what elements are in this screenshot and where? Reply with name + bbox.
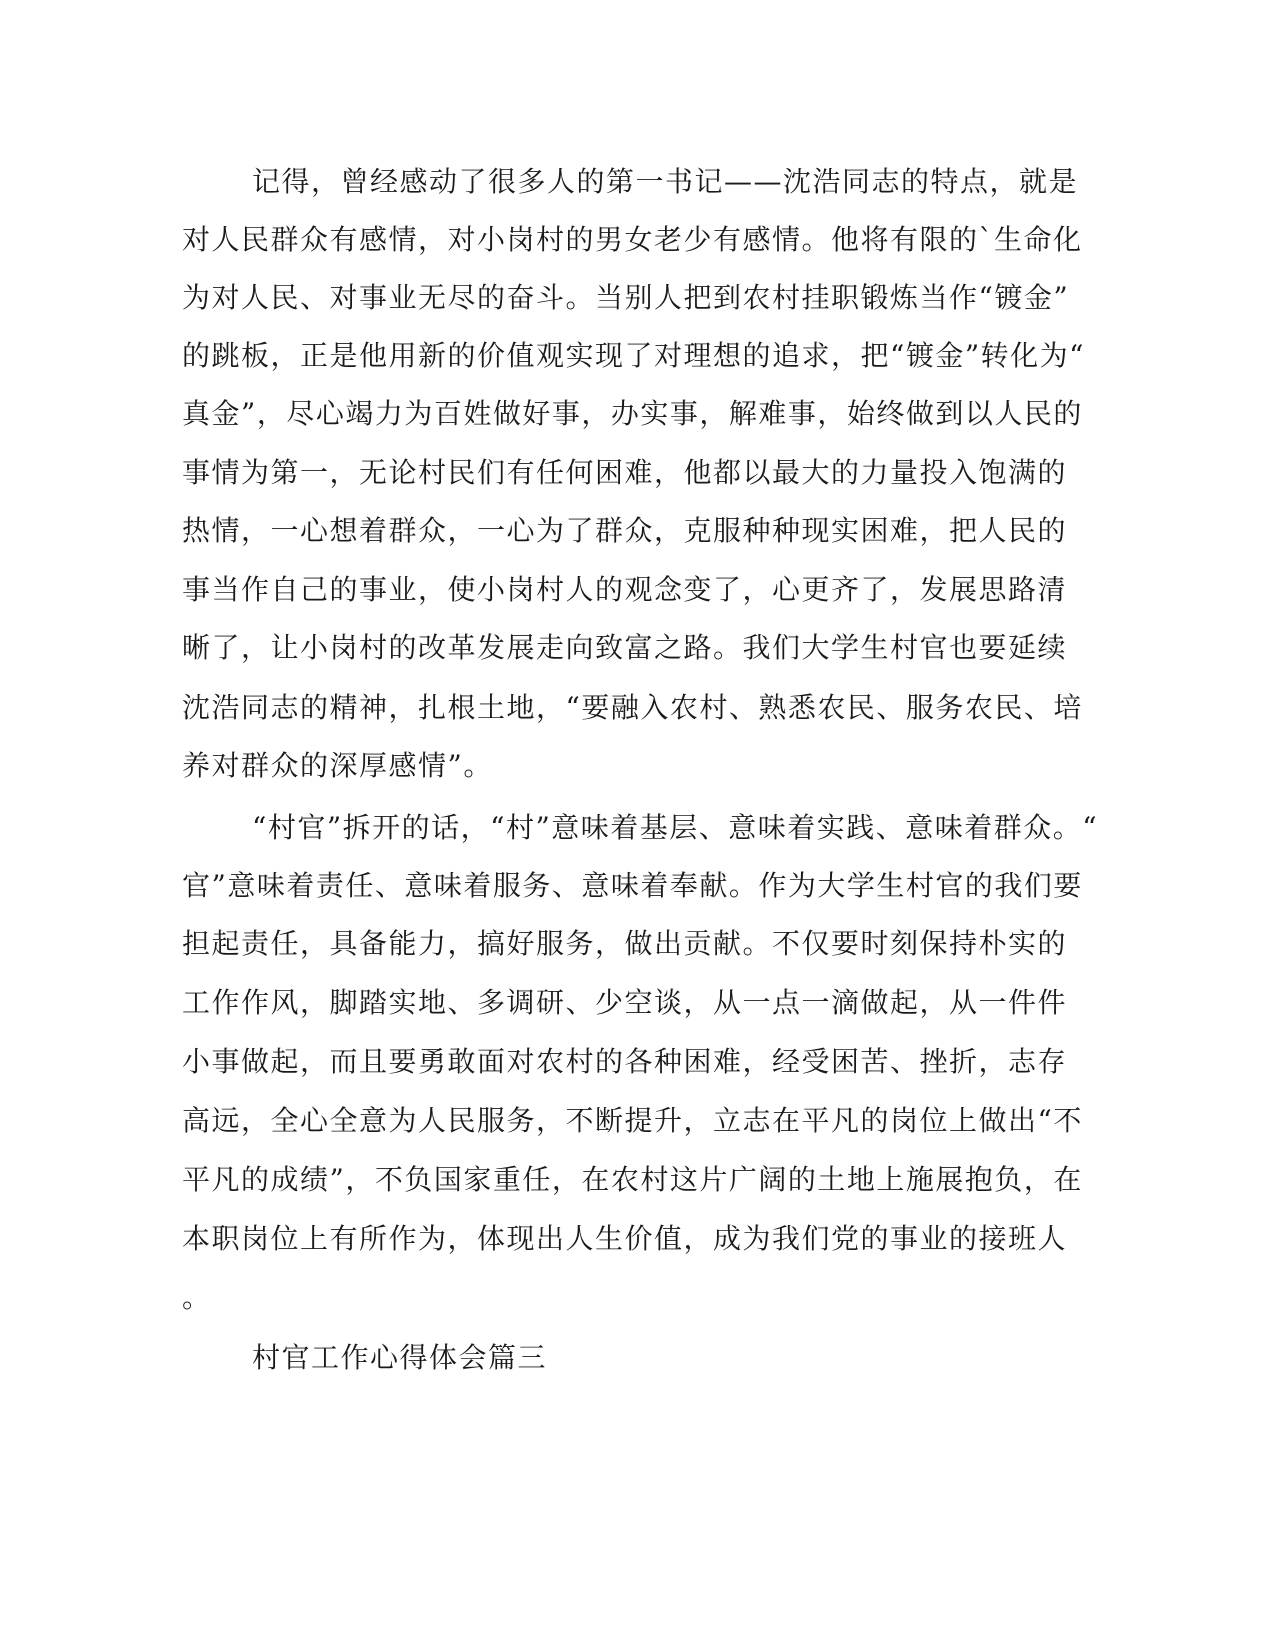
paragraph-1-line-10: 沈浩同志的精神，扎根土地，“要融入农村、熟悉农民、服务农民、培: [182, 691, 1083, 724]
paragraph-1-line-4: 的跳板，正是他用新的价值观实现了对理想的追求，把“镀金”转化为“: [182, 339, 1085, 372]
paragraph-1-line-6: 事情为第一，无论村民们有任何困难，他都以最大的力量投入饱满的: [182, 456, 1068, 489]
paragraph-2-line-2: 官”意味着责任、意味着服务、意味着奉献。作为大学生村官的我们要: [182, 869, 1083, 902]
paragraph-2-line-3: 担起责任，具备能力，搞好服务，做出贡献。不仅要时刻保持朴实的: [182, 927, 1068, 960]
paragraph-1-line-1: 记得，曾经感动了很多人的第一书记——沈浩同志的特点，就是: [252, 165, 1079, 198]
paragraph-2-line-9: 。: [182, 1281, 212, 1314]
paragraph-2-line-1: “村官”拆开的话，“村”意味着基层、意味着实践、意味着群众。“: [252, 811, 1099, 844]
paragraph-1-line-7: 热情，一心想着群众，一心为了群众，克服种种现实困难，把人民的: [182, 514, 1068, 547]
paragraph-1-line-11: 养对群众的深厚感情”。: [182, 749, 493, 782]
paragraph-2-line-6: 高远，全心全意为人民服务，不断提升，立志在平凡的岗位上做出“不: [182, 1104, 1083, 1137]
paragraph-1-line-3: 为对人民、对事业无尽的奋斗。当别人把到农村挂职锻炼当作“镀金”: [182, 281, 1070, 314]
paragraph-2-line-8: 本职岗位上有所作为，体现出人生价值，成为我们党的事业的接班人: [182, 1222, 1068, 1255]
paragraph-2-line-7: 平凡的成绩”，不负国家重任，在农村这片广阔的土地上施展抱负，在: [182, 1163, 1083, 1196]
paragraph-1-line-8: 事当作自己的事业，使小岗村人的观念变了，心更齐了，发展思路清: [182, 573, 1068, 606]
paragraph-1-line-9: 晰了，让小岗村的改革发展走向致富之路。我们大学生村官也要延续: [182, 631, 1068, 664]
section-heading: 村官工作心得体会篇三: [252, 1341, 548, 1374]
paragraph-2-line-5: 小事做起，而且要勇敢面对农村的各种困难，经受困苦、挫折，志存: [182, 1045, 1068, 1078]
paragraph-1-line-2: 对人民群众有感情，对小岗村的男女老少有感情。他将有限的`生命化: [182, 223, 1083, 256]
paragraph-2-line-4: 工作作风，脚踏实地、多调研、少空谈，从一点一滴做起，从一件件: [182, 986, 1068, 1019]
paragraph-1-line-5: 真金”，尽心竭力为百姓做好事，办实事，解难事，始终做到以人民的: [182, 397, 1083, 430]
